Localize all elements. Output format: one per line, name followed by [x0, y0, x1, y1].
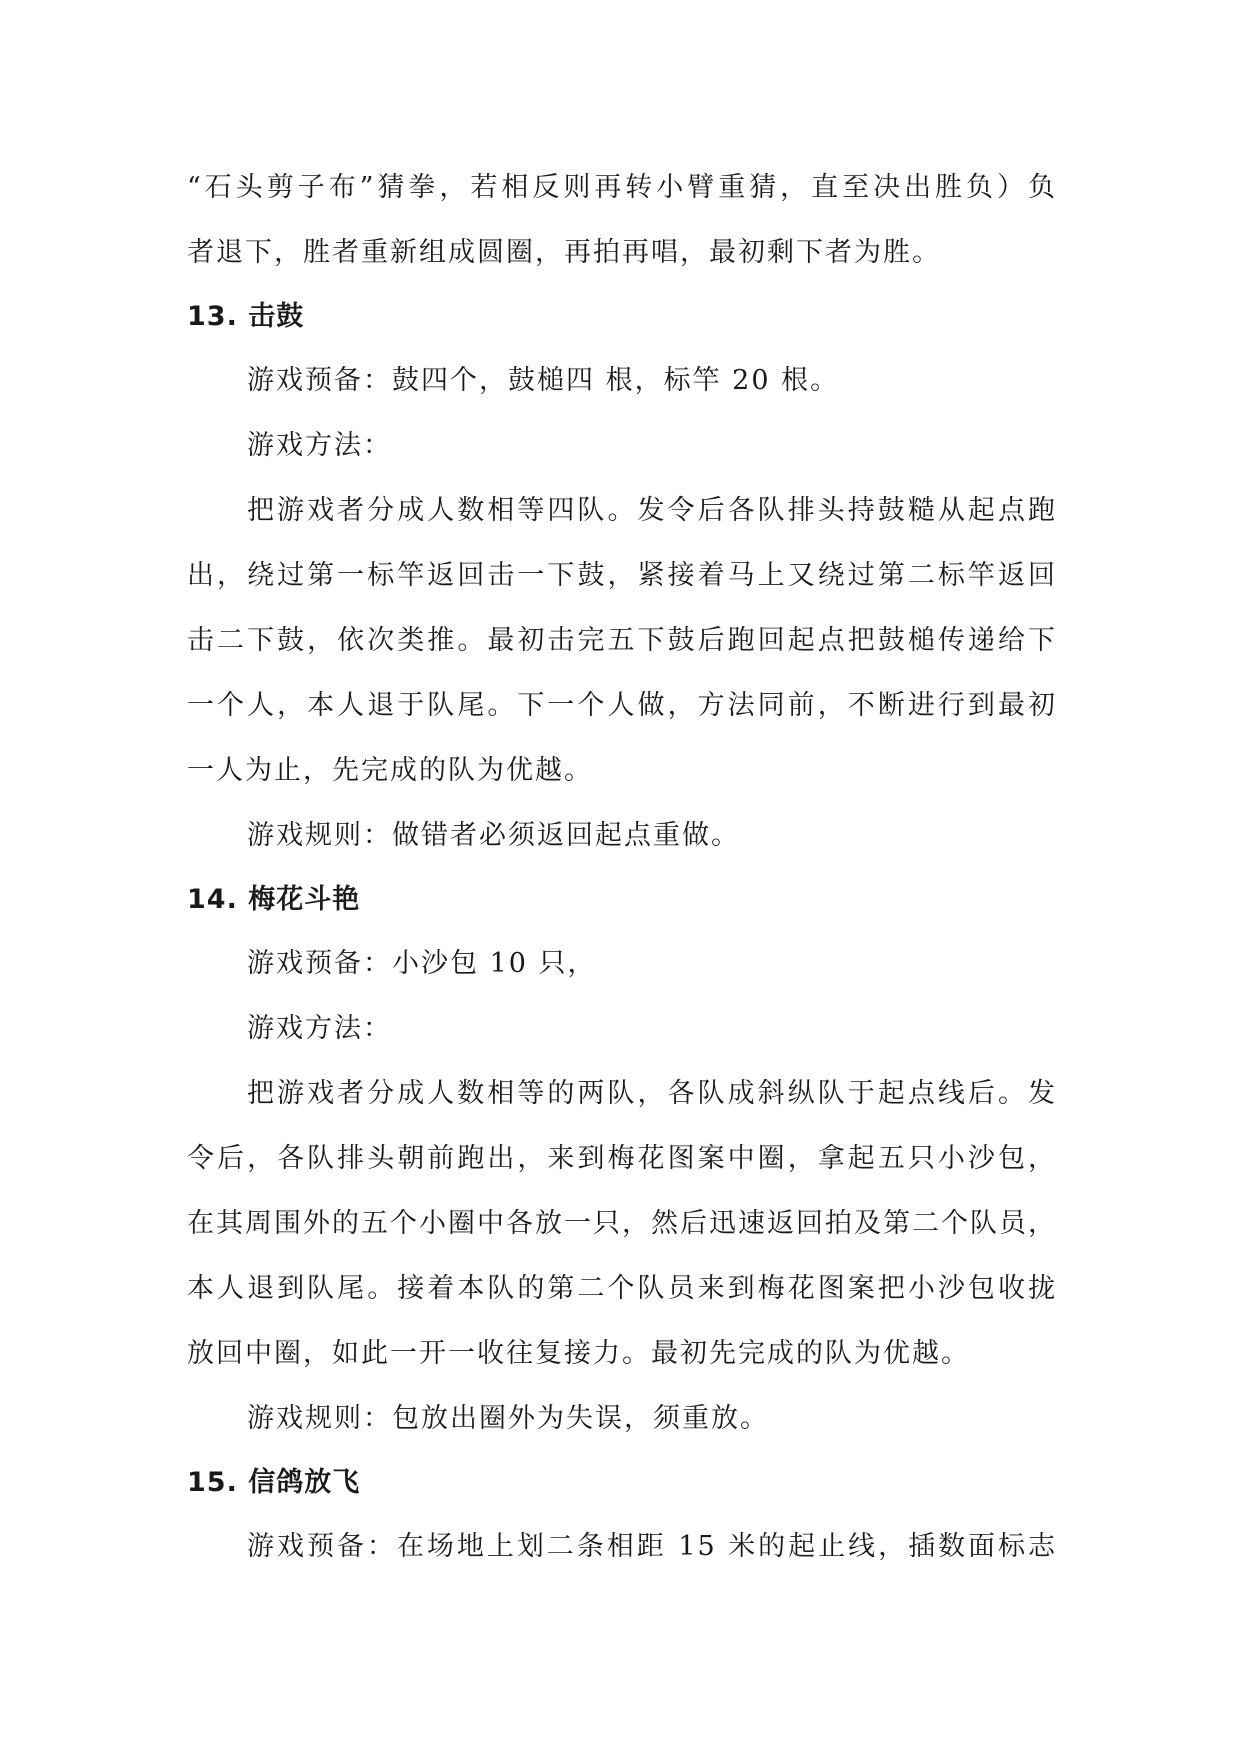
- document-body: [187, 155, 1057, 1579]
- paragraph-line: 在其周围外的五个小圈中各放一只，然后迅速返回拍及第二个队员，: [187, 1208, 1057, 1239]
- game-rules: 游戏规则：做错者必须返回起点重做。: [247, 820, 740, 851]
- paragraph-line: 放回中圈，如此一开一收往复接力。最初先完成的队为优越。: [187, 1338, 970, 1369]
- paragraph-line: 一个人，本人退于队尾。下一个人做，方法同前，不断进行到最初: [187, 690, 1057, 721]
- paragraph-line: 本人退到队尾。接着本队的第二个队员来到梅花图案把小沙包收拢: [187, 1273, 1057, 1304]
- section-heading-14: 14. 梅花斗艳: [187, 884, 361, 915]
- section-heading-13: 13. 击鼓: [187, 301, 305, 332]
- paragraph-line: 击二下鼓，依次类推。最初击完五下鼓后跑回起点把鼓槌传递给下: [187, 625, 1057, 656]
- paragraph-line: 令后，各队排头朝前跑出，来到梅花图案中圈，拿起五只小沙包，: [187, 1143, 1057, 1174]
- paragraph-line: “石头剪子布”猜拳，若相反则再转小臂重猜，直至决出胜负）负: [187, 172, 1057, 203]
- section-heading-15: 15. 信鸽放飞: [187, 1467, 361, 1498]
- paragraph-line: 把游戏者分成人数相等四队。发令后各队排头持鼓糙从起点跑: [247, 495, 1057, 526]
- game-preparation: 游戏预备：小沙包 10 只，: [247, 948, 597, 979]
- game-rules: 游戏规则：包放出圈外为失误，须重放。: [247, 1403, 769, 1434]
- paragraph-line: 把游戏者分成人数相等的两队，各队成斜纵队于起点线后。发: [247, 1078, 1057, 1109]
- paragraph-line: 者退下，胜者重新组成圆圈，再拍再唱，最初剩下者为胜。: [187, 237, 941, 268]
- paragraph-line: 一人为止，先完成的队为优越。: [187, 755, 593, 786]
- game-method-label: 游戏方法：: [247, 1013, 392, 1044]
- game-preparation: 游戏预备：鼓四个，鼓槌四 根，标竿 20 根。: [247, 365, 840, 396]
- game-preparation: 游戏预备：在场地上划二条相距 15 米的起止线，插数面标志: [247, 1531, 1057, 1562]
- game-method-label: 游戏方法：: [247, 430, 392, 461]
- paragraph-line: 出，绕过第一标竿返回击一下鼓，紧接着马上又绕过第二标竿返回: [187, 560, 1057, 591]
